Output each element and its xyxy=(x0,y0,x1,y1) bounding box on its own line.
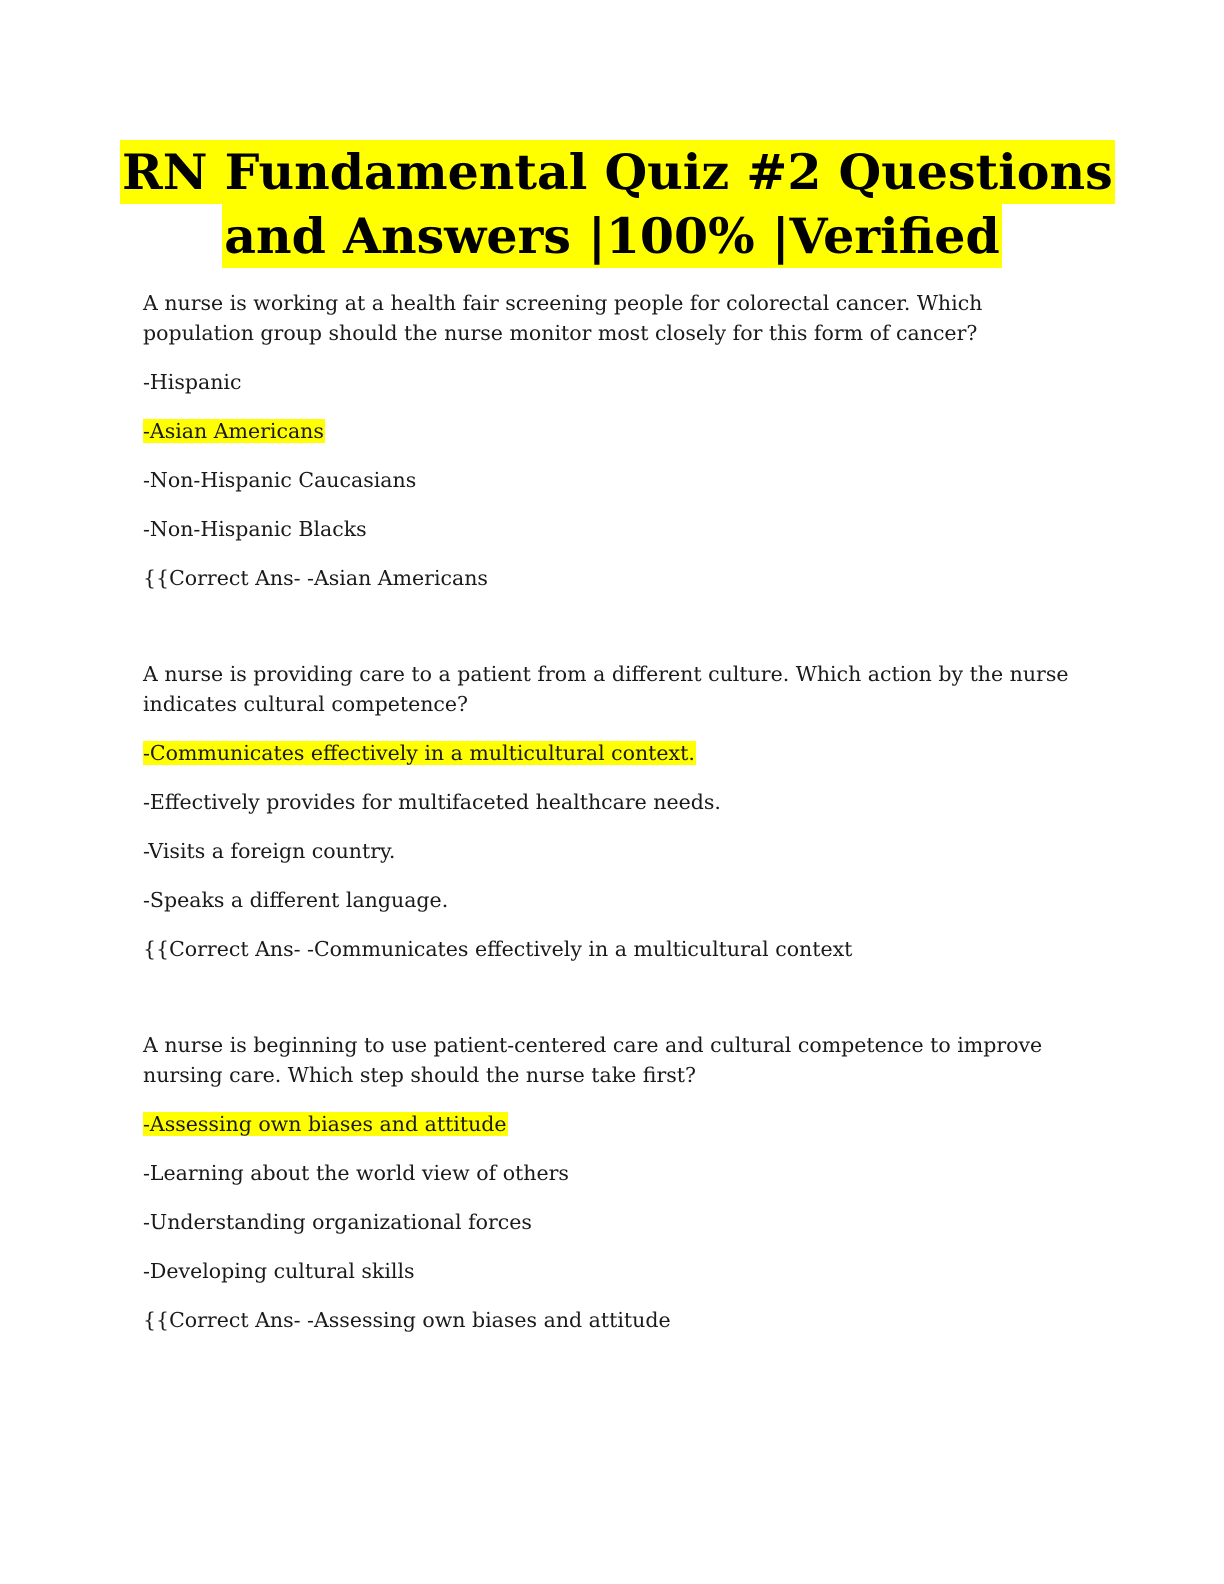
question-text: A nurse is beginning to use patient-centered care and cultural competence to improve nursing care. Which step should the nurse take first? xyxy=(143,1033,1043,1087)
correct-answer: {{Correct Ans- -Communicates effectively in a multicultural context xyxy=(143,937,853,961)
quiz-content xyxy=(143,288,1073,1401)
answer-option: -Hispanic xyxy=(143,370,242,394)
answer-option: -Non-Hispanic Caucasians xyxy=(143,468,417,492)
answer-option: -Visits a foreign country. xyxy=(143,839,396,863)
answer-option-highlighted: -Assessing own biases and attitude xyxy=(143,1112,507,1136)
question-block-2 xyxy=(143,659,1073,964)
answer-option: -Developing cultural skills xyxy=(143,1259,415,1283)
answer-option: -Understanding organizational forces xyxy=(143,1210,532,1234)
answer-option: -Learning about the world view of others xyxy=(143,1161,569,1185)
answer-option-highlighted: -Asian Americans xyxy=(143,419,324,443)
document-title xyxy=(120,140,1113,268)
answer-option: -Non-Hispanic Blacks xyxy=(143,517,367,541)
answer-option: -Speaks a different language. xyxy=(143,888,449,912)
correct-answer: {{Correct Ans- -Assessing own biases and attitude xyxy=(143,1308,671,1332)
correct-answer: {{Correct Ans- -Asian Americans xyxy=(143,566,488,590)
title-line-1: RN Fundamental Quiz #2 Questions xyxy=(120,140,1115,204)
question-block-1 xyxy=(143,288,1073,593)
question-block-3 xyxy=(143,1030,1073,1335)
question-text: A nurse is providing care to a patient from a different culture. Which action by the nurse indicates cultural competence? xyxy=(143,662,1069,716)
question-text: A nurse is working at a health fair screening people for colorectal cancer. Which population group should the nurse monitor most closely for this form of cancer? xyxy=(143,291,983,345)
answer-option-highlighted: -Communicates effectively in a multicultural context. xyxy=(143,741,695,765)
answer-option: -Effectively provides for multifaceted healthcare needs. xyxy=(143,790,721,814)
title-line-2: and Answers |100% |Verified xyxy=(222,204,1001,268)
